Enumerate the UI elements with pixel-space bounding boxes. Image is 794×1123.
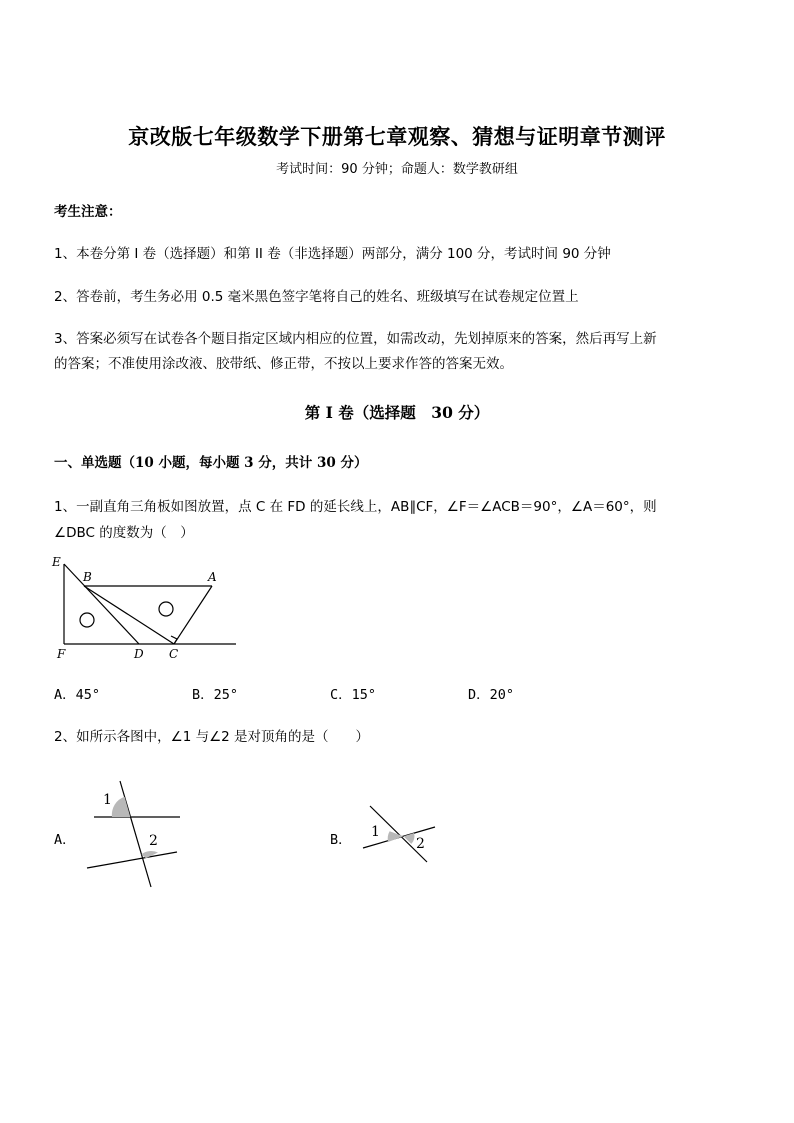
line-bottom	[87, 852, 177, 868]
part-heading: 一、单选题（10 小题，每小题 3 分，共计 30 分）	[54, 455, 368, 471]
label-f: F	[57, 647, 66, 661]
triangle-hole-left	[80, 613, 94, 627]
notice-item-1: 1、本卷分第 I 卷（选择题）和第 II 卷（非选择题）两部分，满分 100 分，考试时间 90 分钟	[54, 246, 611, 262]
q1-stem: 1、一副直角三角板如图放置，点 C 在 FD 的延长线上，AB∥CF，∠F＝∠ACB＝90°，∠A＝60°，则	[54, 499, 657, 515]
q1-option-b[interactable]: B．25°	[192, 687, 239, 703]
label-d: D	[134, 647, 144, 661]
notice-item-3: 3、答案必须写在试卷各个题目指定区域内相应的位置，如需改动，先划掉原来的答案，然后再写上新	[54, 331, 657, 347]
label-e: E	[52, 555, 61, 569]
exam-subtitle: 考试时间：90 分钟；命题人：数学教研组	[276, 162, 518, 177]
angle-label-1: 1	[103, 792, 112, 808]
q1-option-d[interactable]: D．20°	[468, 687, 515, 703]
angle-label-2: 2	[416, 836, 425, 852]
section-title: 第 I 卷（选择题 30 分）	[304, 403, 490, 422]
q2-option-a-label[interactable]: A．	[54, 832, 76, 848]
page-title: 京改版七年级数学下册第七章观察、猜想与证明章节测评	[128, 124, 666, 149]
angle-2-arc	[404, 833, 415, 844]
angle-label-1: 1	[371, 824, 380, 840]
q1-option-a[interactable]: A．45°	[54, 687, 101, 703]
q1-option-c[interactable]: C．15°	[330, 687, 377, 703]
notice-item-3-cont: 的答案；不准使用涂改液、胶带纸、修正带，不按以上要求作答的答案无效。	[54, 356, 513, 372]
angle-label-2: 2	[149, 833, 158, 849]
q2-stem: 2、如所示各图中，∠1 与∠2 是对顶角的是（ ）	[54, 729, 370, 745]
q2-option-b-label[interactable]: B．	[330, 832, 352, 848]
q2-figure-a	[82, 775, 182, 890]
line-bc	[84, 586, 174, 644]
q2-figure-b	[360, 798, 440, 868]
label-c: C	[169, 647, 179, 661]
angle-1-arc	[388, 831, 404, 842]
q1-triangle-figure	[50, 550, 245, 665]
label-a: A	[208, 570, 217, 584]
line-ac	[174, 586, 212, 644]
triangle-hole-right	[159, 602, 173, 616]
notice-heading: 考生注意：	[54, 204, 122, 220]
line-ed	[64, 564, 139, 644]
label-b: B	[83, 570, 92, 584]
notice-item-2: 2、答卷前，考生务必用 0.5 毫米黑色签字笔将自己的姓名、班级填写在试卷规定位置上	[54, 289, 579, 305]
q1-stem-cont: ∠DBC 的度数为（ ）	[54, 525, 194, 541]
